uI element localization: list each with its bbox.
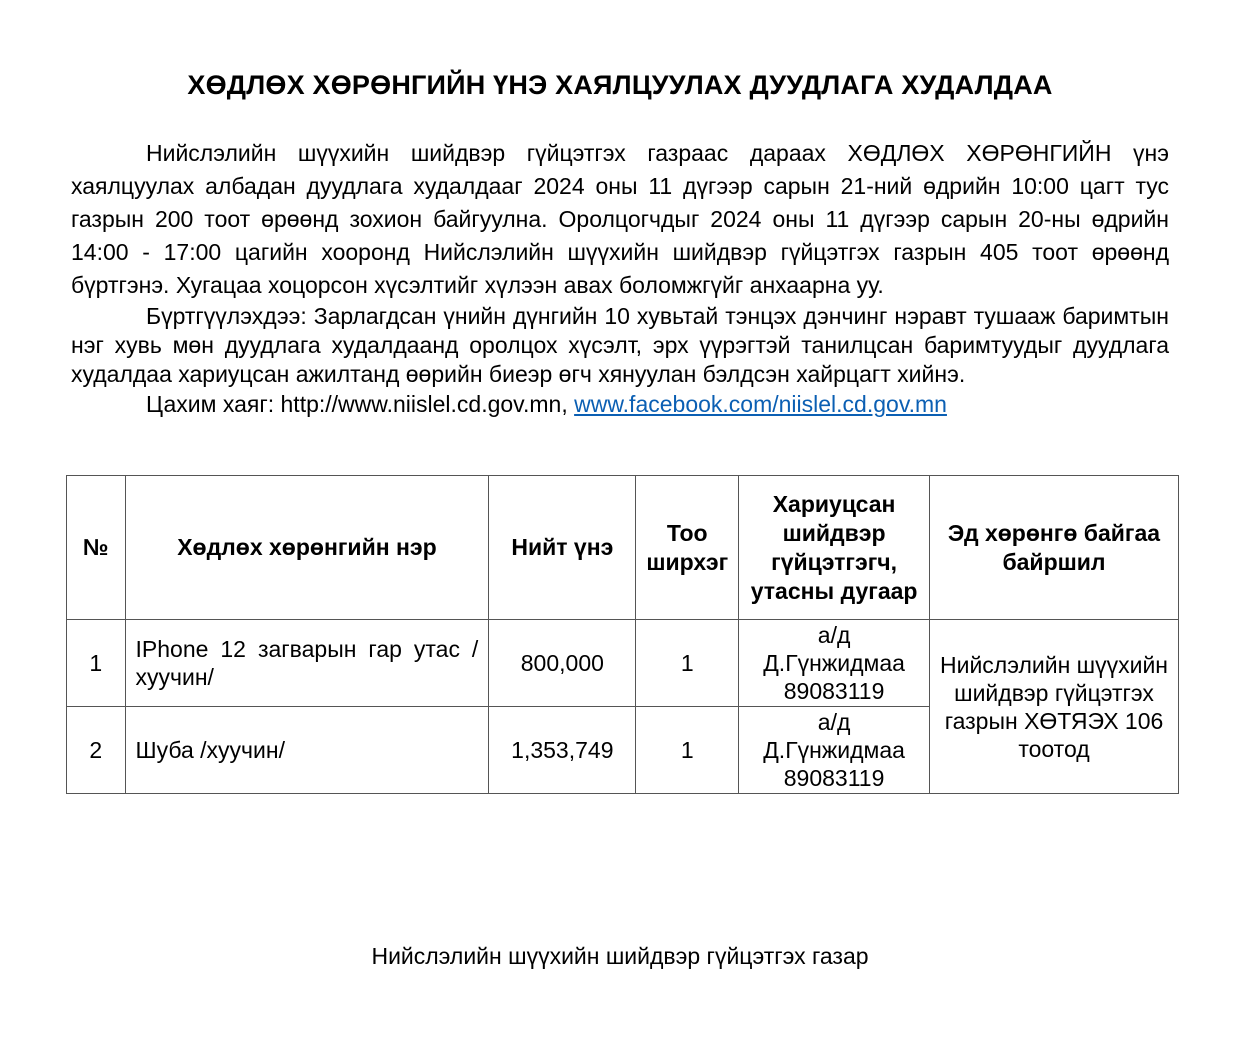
- cell-officer: [739, 620, 930, 707]
- header-no: №: [67, 476, 126, 620]
- header-location: Эд хөрөнгө байгаа байршил: [930, 476, 1179, 620]
- officer-name: Д.Гүнжидмаа: [763, 737, 905, 763]
- cell-no: 1: [67, 620, 126, 707]
- cell-qty: 1: [636, 707, 739, 794]
- officer-name: Д.Гүнжидмаа: [763, 650, 905, 676]
- cell-officer: [739, 707, 930, 794]
- cell-no: 2: [67, 707, 126, 794]
- header-officer: Хариуцсан шийдвэр гүйцэтгэгч, утасны дугаар: [739, 476, 930, 620]
- officer-phone: 89083119: [783, 678, 885, 704]
- announcement-body: [71, 137, 1169, 419]
- table-header-row: [67, 476, 1179, 620]
- footer-organization: Нийслэлийн шүүхийн шийдвэр гүйцэтгэх газар: [371, 943, 869, 969]
- contact-prefix: Цахим хаяг: http://www.niislel.cd.gov.mn,: [146, 391, 575, 417]
- header-qty: Тоо ширхэг: [636, 476, 739, 620]
- header-price: Нийт үнэ: [489, 476, 636, 620]
- announcement-paragraph-1: Нийслэлийн шүүхийн шийдвэр гүйцэтгэх газраас дараах ХӨДЛӨХ ХӨРӨНГИЙН үнэ хаялцуулах албадан дуудлага худалдааг 2024 оны 11 дүгээр сарын 21-ний өдрийн 10:00 цагт тус газрын 200 тоот өрөөнд зохион байгуулна. Оролцогчдыг 2024 оны 11 дүгээр сарын 20-ны өдрийн 14:00 - 17:00 цагийн хооронд Нийслэлийн шүүхийн шийдвэр гүйцэтгэх газрын 405 тоот өрөөнд бүртгэнэ. Хугацаа хоцорсон хүсэлтийг хүлээн авах боломжгүйг анхаарна уу.: [71, 140, 1169, 298]
- auction-items-table: [66, 475, 1179, 794]
- cell-price: 800,000: [489, 620, 636, 707]
- officer-title: а/д: [817, 709, 851, 735]
- registration-paragraph: Бүртгүүлэхдээ: Зарлагдсан үнийн дүнгийн 10 хувьтай тэнцэх дэнчинг нэравт тушааж баримтын нэг хувь мөн дуудлага худалдаанд оролцох хүсэлт, эрх үүрэгтэй танилцсан баримтуудыг дуудлага худалдаа хариуцсан ажилтанд өөрийн биеэр өгч хянуулан бэлдсэн хайрцагт хийнэ.: [71, 303, 1169, 387]
- cell-qty: 1: [636, 620, 739, 707]
- table-row: [67, 620, 1179, 707]
- officer-phone: 89083119: [783, 765, 885, 791]
- officer-title: а/д: [817, 622, 851, 648]
- cell-name: IPhone 12 загварын гар утас /хуучин/: [125, 620, 489, 707]
- page-title: ХӨДЛӨХ ХӨРӨНГИЙН ҮНЭ ХАЯЛЦУУЛАХ ДУУДЛАГА ХУДАЛДАА: [187, 70, 1053, 100]
- cell-price: 1,353,749: [489, 707, 636, 794]
- cell-location: Нийслэлийн шүүхийн шийдвэр гүйцэтгэх газрын ХӨТЯЭХ 106 тоотод: [930, 620, 1179, 794]
- header-name: Хөдлөх хөрөнгийн нэр: [125, 476, 489, 620]
- cell-name: Шуба /хуучин/: [125, 707, 489, 794]
- facebook-link[interactable]: www.facebook.com/niislel.cd.gov.mn: [574, 391, 947, 417]
- contact-line: [71, 389, 1169, 419]
